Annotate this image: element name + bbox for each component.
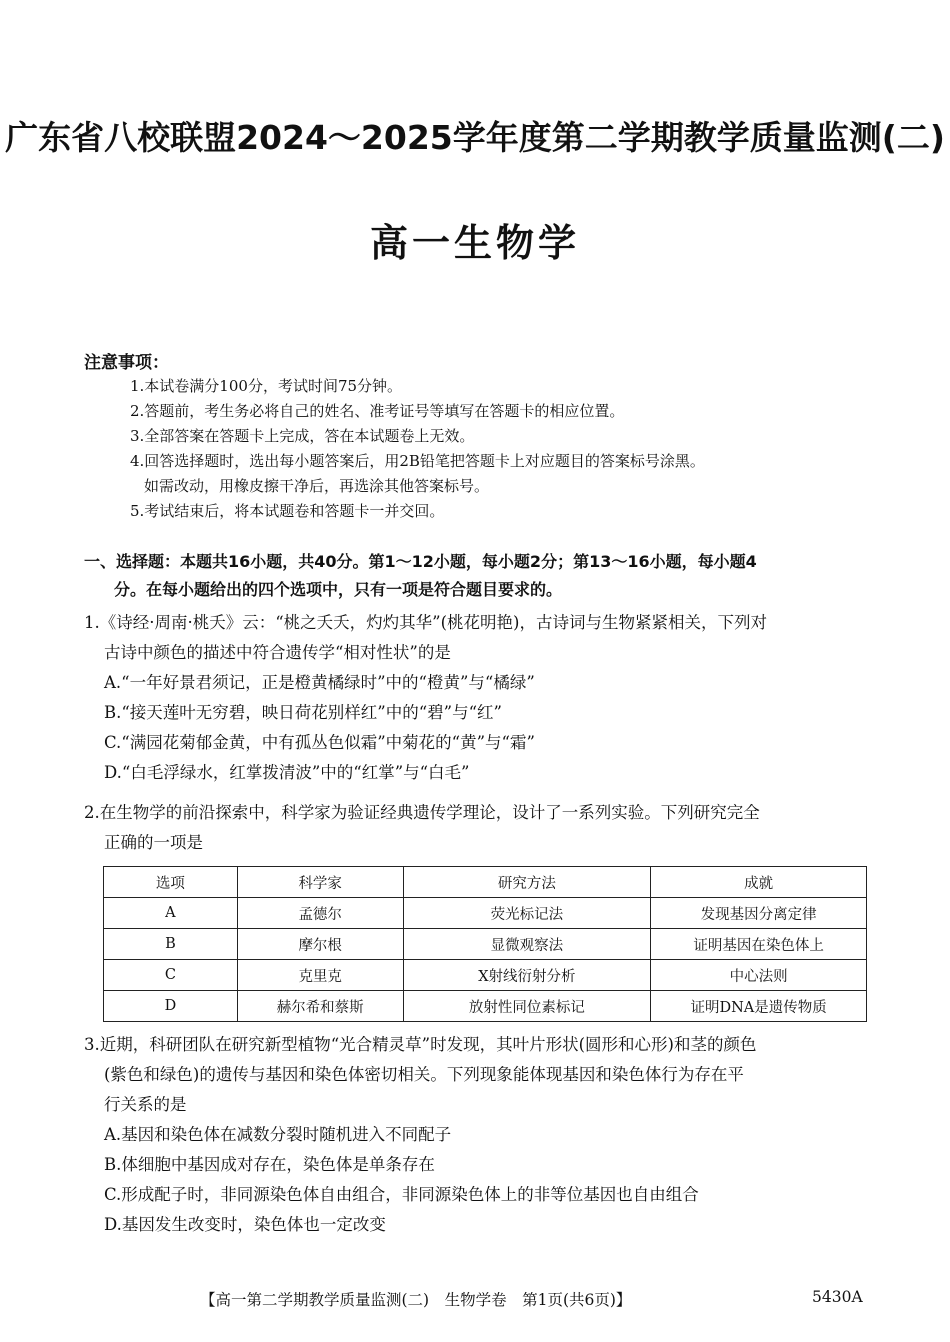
notice-item: 1.本试卷满分100分，考试时间75分钟。 [130,377,403,395]
question-3 [84,1030,874,1240]
notice-item: 4.回答选择题时，选出每小题答案后，用2B铅笔把答题卡上对应题目的答案标号涂黑。 [130,452,705,470]
table-cell: X射线衍射分析 [403,960,651,991]
notice-item: 3.全部答案在答题卡上完成，答在本试题卷上无效。 [130,427,475,445]
table-cell: A [104,898,238,929]
table-cell: 摩尔根 [237,929,403,960]
option-b: B.“接天莲叶无穷碧，映日荷花别样红”中的“碧”与“红” [104,703,502,722]
table-row [104,929,867,960]
option-d: D.基因发生改变时，染色体也一定改变 [104,1215,386,1234]
table-cell: 孟德尔 [237,898,403,929]
table-cell: B [104,929,238,960]
paper-code: 5430A [812,1288,863,1306]
notice-item: 5.考试结束后，将本试题卷和答题卡一并交回。 [130,502,445,520]
question-stem: 3.近期，科研团队在研究新型植物“光合精灵草”时发现，其叶片形状(圆形和心形)和茎的颜色 [84,1035,757,1054]
question-stem: (紫色和绿色)的遗传与基因和染色体密切相关。下列现象能体现基因和染色体行为存在平 [104,1065,744,1084]
notice-item: 如需改动，用橡皮擦干净后，再选涂其他答案标号。 [144,477,490,495]
notice-list [130,374,890,524]
notice-heading: 注意事项： [84,353,169,373]
table-cell: C [104,960,238,991]
section-line: 一、选择题：本题共16小题，共40分。第1～12小题，每小题2分；第13～16小题，每小题4 [84,552,757,571]
table-cell: 克里克 [237,960,403,991]
table-cell: D [104,991,238,1022]
exam-subject: 高一生物学 [369,221,580,265]
table-cell: 证明基因在染色体上 [651,929,867,960]
section-heading [84,548,874,604]
table-header: 成就 [651,867,867,898]
question-1 [84,608,874,788]
question-stem: 1.《诗经·周南·桃夭》云：“桃之夭夭，灼灼其华”(桃花明艳)，古诗词与生物紧紧相关，下列对 [84,613,767,632]
table-header: 选项 [104,867,238,898]
option-a: A.基因和染色体在减数分裂时随机进入不同配子 [104,1125,452,1144]
question-stem: 行关系的是 [104,1095,187,1114]
table-row [104,898,867,929]
question-stem: 古诗中颜色的描述中符合遗传学“相对性状”的是 [104,643,451,662]
research-table [103,866,867,1022]
table-cell: 发现基因分离定律 [651,898,867,929]
question-stem: 正确的一项是 [104,833,203,852]
table-row [104,991,867,1022]
table-cell: 显微观察法 [403,929,651,960]
table-header-row [104,867,867,898]
notice-item: 2.答题前，考生务必将自己的姓名、准考证号等填写在答题卡的相应位置。 [130,402,625,420]
table-cell: 中心法则 [651,960,867,991]
option-b: B.体细胞中基因成对存在，染色体是单条存在 [104,1155,435,1174]
table-cell: 荧光标记法 [403,898,651,929]
table-cell: 赫尔希和蔡斯 [237,991,403,1022]
question-stem: 2.在生物学的前沿探索中，科学家为验证经典遗传学理论，设计了一系列实验。下列研究完全 [84,803,760,822]
question-2 [84,798,874,858]
option-c: C.形成配子时，非同源染色体自由组合，非同源染色体上的非等位基因也自由组合 [104,1185,699,1204]
table-cell: 证明DNA是遗传物质 [651,991,867,1022]
exam-title: 广东省八校联盟2024～2025学年度第二学期教学质量监测(二) [5,118,945,157]
table-cell: 放射性同位素标记 [403,991,651,1022]
table-row [104,960,867,991]
page-footer: 【高一第二学期教学质量监测(二) 生物学卷 第1页(共6页)】 [200,1291,632,1309]
table-header: 研究方法 [403,867,651,898]
option-d: D.“白毛浮绿水，红掌拨清波”中的“红掌”与“白毛” [104,763,470,782]
table-header: 科学家 [237,867,403,898]
section-line: 分。在每小题给出的四个选项中，只有一项是符合题目要求的。 [114,580,563,599]
option-a: A.“一年好景君须记，正是橙黄橘绿时”中的“橙黄”与“橘绿” [104,673,535,692]
option-c: C.“满园花菊郁金黄，中有孤丛色似霜”中菊花的“黄”与“霜” [104,733,535,752]
